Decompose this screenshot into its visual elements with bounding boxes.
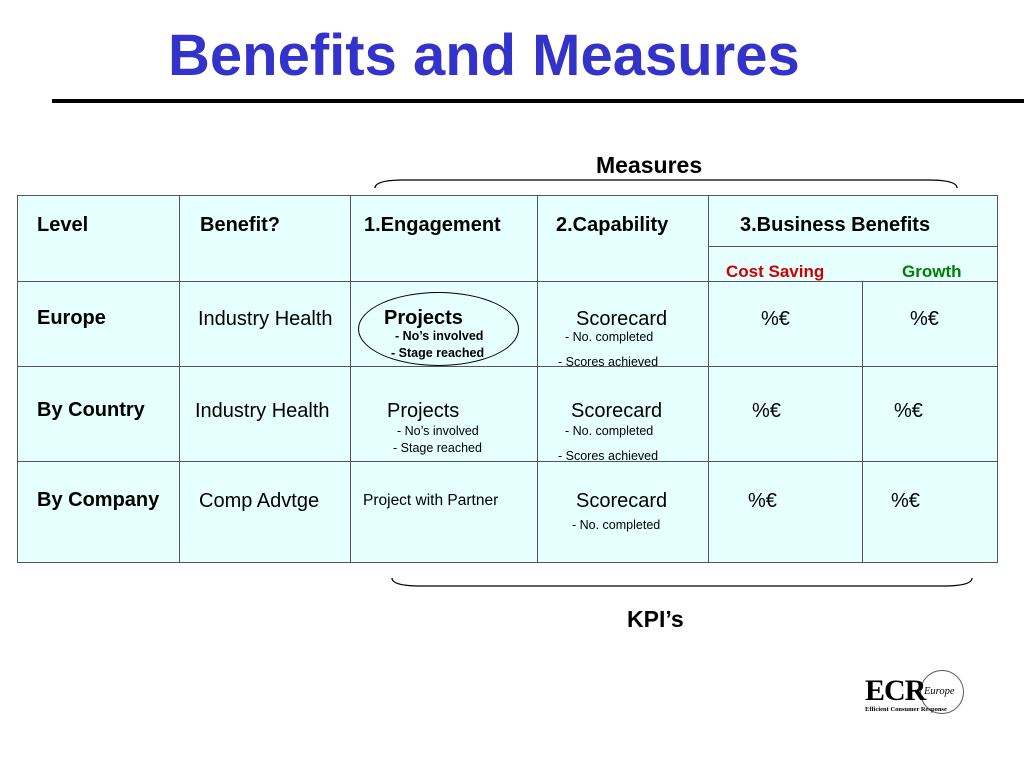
benefit-cell: Comp Advtge: [199, 490, 320, 512]
title-underline: [52, 99, 1024, 103]
measures-label: Measures: [596, 152, 703, 178]
growth-cell: %€: [910, 308, 939, 330]
engagement-note: - Stage reached: [391, 346, 485, 360]
slide-title: Benefits and Measures: [168, 23, 800, 88]
growth-cell: %€: [891, 490, 920, 512]
row-divider: [17, 281, 998, 282]
header-benefit: Benefit?: [200, 214, 280, 236]
column-divider: [862, 281, 863, 563]
ecr-europe-logo: [862, 670, 966, 720]
cost-saving-cell: %€: [752, 400, 781, 422]
logo-name: ECR: [865, 674, 926, 707]
header-cost-saving: Cost Saving: [726, 262, 825, 281]
capability-note: - No. completed: [565, 424, 654, 438]
cost-saving-cell: %€: [761, 308, 790, 330]
capability-note: - Scores achieved: [558, 355, 659, 369]
capability-note: - No. completed: [565, 330, 654, 344]
capability-note: - Scores achieved: [558, 449, 659, 463]
engagement-cell: Projects: [387, 400, 460, 422]
measures-brace: [374, 178, 958, 190]
column-divider: [350, 195, 351, 563]
header-capability: 2.Capability: [556, 214, 669, 236]
benefits-table: [17, 195, 998, 563]
engagement-cell: Projects: [384, 307, 463, 329]
row-label-by-country: By Country: [37, 399, 145, 421]
cost-saving-cell: %€: [748, 490, 777, 512]
row-divider: [17, 461, 998, 462]
capability-cell: Scorecard: [571, 400, 663, 422]
row-divider: [708, 246, 998, 247]
logo-region: Europe: [924, 686, 955, 697]
growth-cell: %€: [894, 400, 923, 422]
kpi-brace: [391, 576, 974, 588]
benefit-cell: Industry Health: [195, 400, 330, 422]
capability-note: - No. completed: [572, 518, 661, 532]
logo-tagline: Efficient Consumer Response: [865, 706, 947, 713]
header-growth: Growth: [902, 262, 962, 281]
engagement-cell: Project with Partner: [363, 492, 499, 509]
engagement-note: - No’s involved: [397, 424, 479, 438]
header-level: Level: [37, 214, 89, 236]
header-business-benefits: 3.Business Benefits: [740, 214, 931, 236]
engagement-note: - No’s involved: [395, 329, 484, 343]
column-divider: [537, 195, 538, 563]
column-divider: [708, 195, 709, 563]
header-engagement: 1.Engagement: [364, 214, 501, 236]
engagement-note: - Stage reached: [393, 441, 482, 455]
capability-cell: Scorecard: [576, 490, 668, 512]
column-divider: [179, 195, 180, 563]
row-divider: [17, 366, 998, 367]
row-label-europe: Europe: [37, 307, 106, 329]
benefit-cell: Industry Health: [198, 308, 333, 330]
row-label-by-company: By Company: [37, 489, 160, 511]
capability-cell: Scorecard: [576, 308, 668, 330]
kpi-label: KPI’s: [627, 606, 684, 632]
